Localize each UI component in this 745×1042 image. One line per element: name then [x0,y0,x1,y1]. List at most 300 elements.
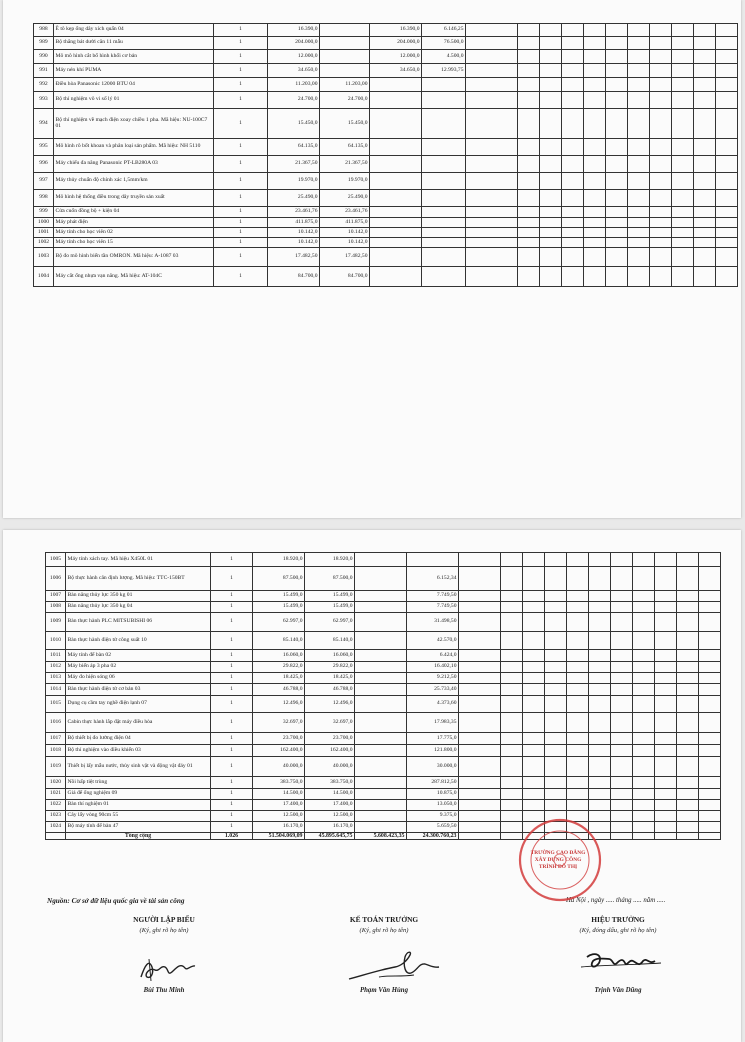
empty-cell [650,109,672,139]
empty-cell [606,109,628,139]
value-col-3 [370,78,422,92]
empty-cell [606,173,628,190]
principal-signature-icon [543,937,693,987]
empty-cell [633,673,655,684]
empty-cell [459,662,501,673]
empty-cell [650,190,672,207]
table-row [46,713,721,733]
empty-cell [611,684,633,696]
empty-cell [628,267,650,287]
empty-cell [518,139,540,156]
empty-cell [545,567,567,591]
original-value: 12.000,0 [268,50,320,64]
value-col-2: 14.500,0 [305,789,355,800]
empty-cell [633,650,655,662]
empty-cell [650,139,672,156]
original-value: 10.142,0 [268,228,320,238]
quantity: 1 [214,37,268,50]
empty-cell [459,822,501,833]
value-col-3 [355,822,407,833]
empty-cell [501,613,523,632]
empty-cell [699,591,721,602]
original-value: 23.461,76 [268,207,320,218]
empty-cell [655,613,677,632]
empty-cell [716,92,738,109]
row-number: 994 [34,109,54,139]
quantity: 1 [211,789,253,800]
empty-cell [677,662,699,673]
value-col-2: 29.822,0 [305,662,355,673]
empty-cell [716,156,738,173]
empty-cell [523,553,545,567]
original-value: 14.500,0 [253,789,305,800]
empty-cell [606,190,628,207]
empty-cell [518,228,540,238]
value-col-2: 16.170,0 [305,822,355,833]
quantity: 1 [214,109,268,139]
official-seal-icon [515,815,605,905]
residual-value: 7.749,50 [407,602,459,613]
empty-cell [611,713,633,733]
empty-cell [540,78,562,92]
empty-cell [716,207,738,218]
asset-name: Bộ thắng bát dười căn 11 mẫu [54,37,214,50]
residual-value: 287.812,50 [407,777,459,789]
asset-name: Cửa cuốn đồng bộ + kiện 04 [54,207,214,218]
empty-cell [523,662,545,673]
empty-cell [633,591,655,602]
value-col-2 [320,64,370,78]
empty-cell [518,218,540,228]
residual-value [422,207,466,218]
empty-cell [611,662,633,673]
residual-value [422,238,466,248]
empty-cell [459,713,501,733]
empty-cell [545,632,567,650]
table-row [34,267,738,287]
residual-value: 9.375,0 [407,811,459,822]
asset-name: Bộ đo mô hình biến tần OMRON. Mã hiệu: A-1087 03 [54,248,214,267]
quantity: 1 [211,591,253,602]
empty-cell [589,789,611,800]
empty-cell [584,92,606,109]
empty-cell [540,248,562,267]
empty-cell [611,777,633,789]
row-number: 1007 [46,591,66,602]
empty-cell [699,602,721,613]
empty-cell [672,37,694,50]
row-number: 1009 [46,613,66,632]
empty-cell [466,267,518,287]
asset-name: Cây lấy vòng 90cm 55 [66,811,211,822]
row-number: 1013 [46,673,66,684]
empty-cell [633,800,655,811]
asset-name: Bàn thực hành điện tử cơ bản 03 [66,684,211,696]
value-col-3 [370,190,422,207]
empty-cell [611,789,633,800]
empty-cell [567,591,589,602]
empty-cell [562,207,584,218]
empty-cell [589,800,611,811]
original-value: 19.970,0 [268,173,320,190]
quantity: 1 [211,602,253,613]
row-number: 999 [34,207,54,218]
value-col-2: 12.500,0 [305,811,355,822]
empty-cell [523,757,545,777]
empty-cell [567,673,589,684]
empty-cell [562,139,584,156]
table-row [46,733,721,745]
empty-cell [589,650,611,662]
empty-cell [716,190,738,207]
quantity: 1 [214,156,268,173]
empty-cell [540,267,562,287]
row-number: 1020 [46,777,66,789]
original-value: 40.000,0 [253,757,305,777]
table-row [46,602,721,613]
empty-cell [699,733,721,745]
empty-cell [562,37,584,50]
empty-cell [540,37,562,50]
empty-cell [672,92,694,109]
empty-cell [562,248,584,267]
total-orig: 51.504.069,09 [253,833,305,840]
empty-cell [518,207,540,218]
residual-value: 76.500,0 [422,37,466,50]
original-value: 62.997,0 [253,613,305,632]
empty-cell [633,822,655,833]
original-value: 383.750,0 [253,777,305,789]
empty-cell [606,207,628,218]
residual-value [422,92,466,109]
empty-cell [694,50,716,64]
empty-cell [589,777,611,789]
table-row [46,662,721,673]
quantity: 1 [214,267,268,287]
residual-value: 6.152,34 [407,567,459,591]
empty-cell [589,567,611,591]
original-value: 34.650,0 [268,64,320,78]
empty-cell [466,37,518,50]
empty-cell [518,78,540,92]
asset-name: Mô hình rô bốt khoan và phân loại sản phẩm. Mã hiệu: NH 5110 [54,139,214,156]
empty-cell [633,632,655,650]
empty-cell [672,24,694,37]
value-col-3 [355,602,407,613]
empty-cell [567,684,589,696]
asset-name: Bàn thực hành điện tử công suất 10 [66,632,211,650]
quantity: 1 [211,757,253,777]
row-number: 1012 [46,662,66,673]
value-col-3 [355,733,407,745]
document-page-1 [3,0,741,518]
empty-cell [677,733,699,745]
table-row [34,248,738,267]
original-value: 24.700,0 [268,92,320,109]
value-col-2: 18.425,0 [305,673,355,684]
empty-cell [567,733,589,745]
empty-cell [459,800,501,811]
value-col-2: 84.700,0 [320,267,370,287]
empty-cell [677,684,699,696]
table-row [46,757,721,777]
quantity: 1 [211,777,253,789]
empty-cell [545,553,567,567]
original-value: 84.700,0 [268,267,320,287]
empty-cell [633,553,655,567]
empty-cell [540,64,562,78]
empty-cell [650,248,672,267]
value-col-2: 23.700,0 [305,733,355,745]
value-col-2: 21.367,50 [320,156,370,173]
empty-cell [655,591,677,602]
empty-cell [655,662,677,673]
empty-cell [584,156,606,173]
value-col-2: 12.496,0 [305,696,355,713]
asset-name: Máy cắt ống nhựa vạn năng. Mã hiệu: AT-104C [54,267,214,287]
empty-cell [694,109,716,139]
asset-name: Máy chiếu đa năng Panasonic PT-LB280A 03 [54,156,214,173]
empty-cell [699,777,721,789]
empty-cell [466,248,518,267]
empty-cell [545,684,567,696]
original-value: 32.697,0 [253,713,305,733]
empty-cell [466,78,518,92]
value-col-3 [355,613,407,632]
value-col-2: 15.499,0 [305,602,355,613]
empty-cell [655,789,677,800]
accountant-name: Phạm Văn Hùng [360,987,408,994]
empty-cell [633,602,655,613]
empty-cell [562,50,584,64]
quantity: 1 [211,553,253,567]
row-number: 991 [34,64,54,78]
empty-cell [545,696,567,713]
row-number: 1023 [46,811,66,822]
empty-cell [501,673,523,684]
empty-cell [501,713,523,733]
row-number: 1024 [46,822,66,833]
table-row [34,109,738,139]
empty-cell [459,673,501,684]
empty-cell [699,713,721,733]
residual-value: 25.733,40 [407,684,459,696]
empty-cell [545,800,567,811]
value-col-3 [355,800,407,811]
empty-cell [672,267,694,287]
empty-cell [562,228,584,238]
empty-cell [694,78,716,92]
empty-cell [545,602,567,613]
empty-cell [694,64,716,78]
empty-cell [628,228,650,238]
empty-cell [584,248,606,267]
empty-cell [677,713,699,733]
empty-cell [589,713,611,733]
empty-cell [677,567,699,591]
value-col-3 [370,218,422,228]
table-row [46,684,721,696]
empty-cell [628,190,650,207]
value-col-3 [370,173,422,190]
empty-cell [501,591,523,602]
empty-cell [677,553,699,567]
empty-cell [459,789,501,800]
empty-cell [699,613,721,632]
total-c2: 45.895.645,75 [305,833,355,840]
quantity: 1 [214,228,268,238]
table-row [46,650,721,662]
value-col-2: 46.788,0 [305,684,355,696]
empty-cell [672,50,694,64]
value-col-3 [355,632,407,650]
empty-cell [628,24,650,37]
row-number: 1001 [34,228,54,238]
empty-cell [677,673,699,684]
empty-cell [540,218,562,228]
value-col-2: 87.500,0 [305,567,355,591]
value-col-2: 411.875,0 [320,218,370,228]
empty-cell [628,64,650,78]
row-number: 1022 [46,800,66,811]
residual-value: 42.570,0 [407,632,459,650]
asset-table-page-1 [33,23,738,287]
value-col-3 [355,696,407,713]
asset-name: Ê tô kẹp ống dây xích quấn 04 [54,24,214,37]
value-col-3: 16.390,0 [370,24,422,37]
row-number: 990 [34,50,54,64]
empty-cell [523,789,545,800]
empty-cell [584,139,606,156]
row-number: 1003 [34,248,54,267]
row-number: 1014 [46,684,66,696]
empty-cell [545,733,567,745]
empty-cell [466,238,518,248]
original-value: 12.500,0 [253,811,305,822]
quantity: 1 [211,684,253,696]
original-value: 16.390,0 [268,24,320,37]
asset-name: Dụng cụ cầm tay nghề điện lạnh 07 [66,696,211,713]
value-col-2: 23.461,76 [320,207,370,218]
empty-cell [633,757,655,777]
empty-cell [562,24,584,37]
value-col-3 [355,553,407,567]
empty-cell [677,613,699,632]
value-col-3 [355,777,407,789]
empty-cell [606,50,628,64]
empty-cell [655,811,677,822]
empty-cell [466,24,518,37]
original-value: 17.400,0 [253,800,305,811]
principal-note: (Ký, đóng dấu, ghi rõ họ tên) [579,927,657,934]
table-row [34,92,738,109]
empty-cell [501,662,523,673]
value-col-2: 40.000,0 [305,757,355,777]
empty-cell [466,207,518,218]
empty-cell [501,650,523,662]
value-col-3 [355,662,407,673]
row-number: 1016 [46,713,66,733]
empty-cell [650,218,672,228]
empty-cell [699,650,721,662]
accountant-title: KẾ TOÁN TRƯỞNG [349,915,419,924]
quantity: 1 [211,650,253,662]
value-col-3 [355,811,407,822]
source-note: Nguồn: Cơ sở dữ liệu quốc gia về tài sản công [47,897,185,905]
residual-value [422,109,466,139]
empty-cell [562,109,584,139]
value-col-3 [355,684,407,696]
empty-cell [655,822,677,833]
asset-name: Máy tính cho học viên 02 [54,228,214,238]
residual-value: 4.500,0 [422,50,466,64]
empty-cell [518,24,540,37]
original-value: 46.788,0 [253,684,305,696]
empty-cell [589,662,611,673]
value-col-2: 32.697,0 [305,713,355,733]
residual-value: 5.659,50 [407,822,459,833]
empty-cell [633,613,655,632]
empty-cell [611,632,633,650]
empty-cell [523,800,545,811]
value-col-2 [320,24,370,37]
table-row [46,696,721,713]
empty-cell [459,567,501,591]
total-row [46,833,721,840]
empty-cell [540,109,562,139]
row-number: 998 [34,190,54,207]
quantity: 1 [214,190,268,207]
value-col-3 [355,567,407,591]
residual-value: 6.424,0 [407,650,459,662]
empty-cell [716,78,738,92]
empty-cell [562,218,584,228]
empty-cell [562,78,584,92]
empty-cell [540,156,562,173]
residual-value: 17.983,35 [407,713,459,733]
empty-cell [716,37,738,50]
residual-value: 4.373,60 [407,696,459,713]
empty-cell [584,267,606,287]
principal-title: HIỆU TRƯỞNG [591,915,645,924]
table-row [46,800,721,811]
row-number: 995 [34,139,54,156]
empty-cell [672,238,694,248]
empty-cell [611,800,633,811]
empty-cell [655,800,677,811]
asset-name: Mô hình hệ thống điều trong dây truyền sản xuất [54,190,214,207]
empty-cell [699,757,721,777]
empty-cell [611,650,633,662]
empty-cell [655,632,677,650]
row-number: 1004 [34,267,54,287]
empty-cell [611,811,633,822]
empty-cell [611,673,633,684]
empty-cell [589,553,611,567]
empty-cell [650,24,672,37]
empty-cell [716,109,738,139]
empty-cell [699,553,721,567]
empty-cell [466,109,518,139]
preparer-title: NGƯỜI LẬP BIỂU [133,915,195,924]
empty-cell [716,50,738,64]
empty-cell [628,218,650,228]
asset-name: Bộ thực hành cân định lượng. Mã hiệu: TTC-150BT [66,567,211,591]
empty-cell [466,228,518,238]
empty-cell [611,696,633,713]
asset-name: Bàn nâng thủy lực 350 kg 04 [66,602,211,613]
value-col-2: 62.997,0 [305,613,355,632]
